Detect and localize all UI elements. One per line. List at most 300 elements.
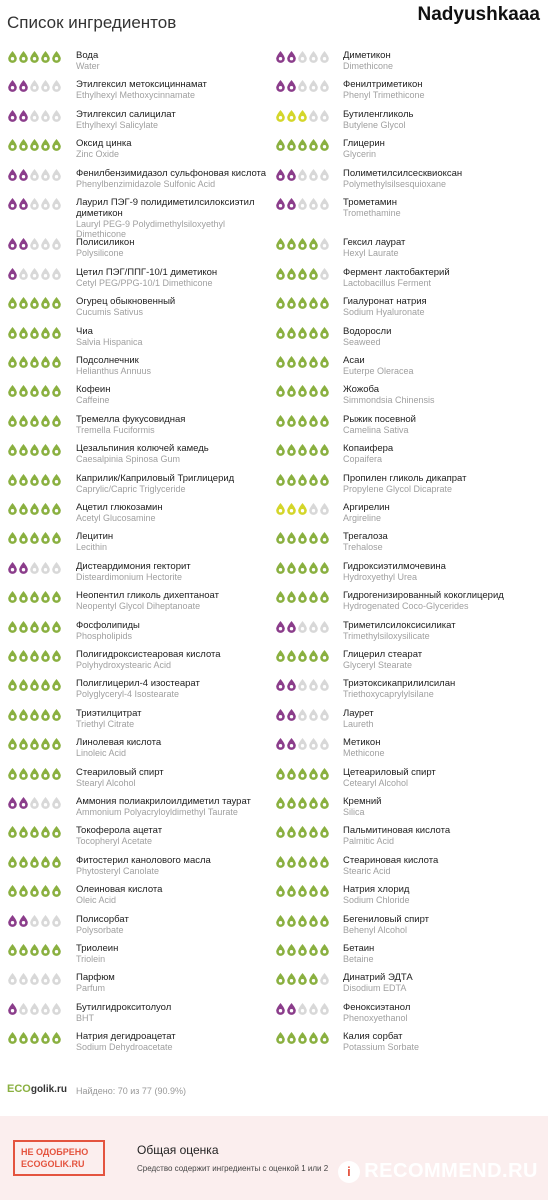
ingredient-row[interactable] bbox=[0, 132, 548, 160]
ingredient-latin-name: Seaweed bbox=[343, 336, 381, 347]
ingredient-name[interactable]: Лаурил ПЭГ-9 полидиметилсилоксиэтил диметикон bbox=[76, 197, 255, 219]
ingredient-latin-name: Phytosteryl Canolate bbox=[76, 865, 160, 876]
safety-rating bbox=[275, 884, 330, 898]
drop-icon bbox=[308, 473, 319, 486]
ingredient-latin-name: Ethylhexyl Salicylate bbox=[76, 119, 159, 130]
ingredient-name[interactable]: Дистеардимония гекторит bbox=[76, 560, 191, 572]
recommend-watermark bbox=[338, 1160, 538, 1183]
drop-icon bbox=[319, 767, 330, 780]
ingredient-name[interactable]: Цезальпиния колючей камедь bbox=[76, 443, 209, 455]
drop-icon bbox=[319, 50, 330, 63]
drop-icon bbox=[286, 884, 297, 897]
drop-icon bbox=[308, 796, 319, 809]
ingredient-name[interactable]: Копаифера bbox=[343, 443, 394, 455]
drop-icon bbox=[275, 1002, 286, 1015]
ingredient-row[interactable] bbox=[0, 408, 548, 436]
safety-rating bbox=[275, 649, 330, 663]
ingredient-latin-name: Triethoxycaprylylsilane bbox=[343, 689, 434, 700]
drop-icon bbox=[275, 972, 286, 985]
drop-icon bbox=[286, 502, 297, 515]
ingredient-name[interactable]: Фитостерил канолового масла bbox=[76, 854, 211, 866]
ingredient-row[interactable] bbox=[0, 191, 548, 219]
safety-rating bbox=[275, 197, 330, 211]
ingredient-row[interactable] bbox=[0, 290, 548, 318]
drop-icon bbox=[286, 296, 297, 309]
ingredient-row[interactable] bbox=[0, 966, 548, 994]
drop-icon bbox=[297, 531, 308, 544]
ingredient-row[interactable] bbox=[0, 996, 548, 1024]
ingredient-latin-name: Sodium Chloride bbox=[343, 895, 410, 906]
ingredient-row[interactable] bbox=[0, 496, 548, 524]
ingredient-name[interactable]: Фосфолипиды bbox=[76, 619, 140, 631]
drop-icon bbox=[286, 197, 297, 210]
ingredient-name[interactable]: Полиметилсилсесквиоксан bbox=[343, 167, 463, 179]
ingredient-row[interactable] bbox=[0, 44, 548, 72]
drop-icon bbox=[319, 384, 330, 397]
logo-part-golik: golik.ru bbox=[30, 1083, 67, 1095]
drop-icon bbox=[308, 414, 319, 427]
safety-rating bbox=[275, 972, 330, 986]
drop-icon bbox=[275, 1031, 286, 1044]
drop-icon bbox=[319, 855, 330, 868]
ingredient-name[interactable]: Полигидроксистеаровая кислота bbox=[76, 649, 221, 660]
drop-icon bbox=[319, 590, 330, 603]
drop-icon bbox=[297, 825, 308, 838]
drop-icon bbox=[286, 708, 297, 721]
safety-rating bbox=[275, 590, 330, 604]
drop-icon bbox=[297, 737, 308, 750]
username[interactable]: Nadyushkaaa bbox=[417, 4, 540, 25]
safety-rating bbox=[275, 237, 330, 251]
ingredient-name[interactable]: Подсолнечник bbox=[76, 355, 139, 366]
ingredient-name[interactable]: Триэтоксикаприлилсилан bbox=[343, 678, 456, 690]
ingredient-latin-name: Phospholipids bbox=[76, 630, 133, 641]
ingredient-latin-name: Disodium EDTA bbox=[343, 983, 407, 994]
ingredient-name[interactable]: Гидрогенизированный кокоглицерид bbox=[343, 590, 504, 602]
drop-icon bbox=[286, 649, 297, 662]
safety-rating bbox=[275, 296, 330, 310]
drop-icon bbox=[286, 443, 297, 456]
safety-rating bbox=[275, 855, 330, 869]
drop-icon bbox=[286, 620, 297, 633]
ingredient-name[interactable]: Полисорбат bbox=[76, 913, 129, 925]
drop-icon bbox=[275, 267, 286, 280]
drop-icon bbox=[297, 767, 308, 780]
ingredient-name[interactable]: Асаи bbox=[343, 355, 365, 366]
drop-icon bbox=[308, 267, 319, 280]
ingredient-name[interactable]: Стеариловый спирт bbox=[76, 766, 164, 778]
page-title: Список ингредиентов bbox=[7, 13, 177, 32]
drop-icon bbox=[319, 237, 330, 250]
ingredient-name[interactable]: Бутиленгликоль bbox=[343, 108, 414, 120]
safety-rating bbox=[275, 767, 330, 781]
ingredient-name[interactable]: Этилгексил метоксициннамат bbox=[76, 79, 207, 91]
ingredient-latin-name: Phenylbenzimidazole Sulfonic Acid bbox=[76, 178, 216, 189]
ingredient-row[interactable] bbox=[0, 584, 548, 612]
drop-icon bbox=[297, 972, 308, 985]
ingredient-row[interactable] bbox=[0, 162, 548, 190]
drop-icon bbox=[275, 502, 286, 515]
drop-icon bbox=[286, 825, 297, 838]
ingredient-row[interactable] bbox=[0, 761, 548, 789]
ingredient-latin-name: Camelina Sativa bbox=[343, 424, 409, 435]
ingredient-name[interactable]: Полиглицерил-4 изостеарат bbox=[76, 678, 200, 690]
drop-icon bbox=[297, 1031, 308, 1044]
drop-icon bbox=[286, 355, 297, 368]
drop-icon bbox=[286, 109, 297, 122]
drop-icon bbox=[286, 1031, 297, 1044]
ingredient-latin-name: Betaine bbox=[343, 954, 374, 964]
ingredient-row[interactable] bbox=[0, 467, 548, 495]
ingredient-latin-name: Lecithin bbox=[76, 542, 108, 553]
ingredient-row[interactable] bbox=[0, 378, 548, 406]
drop-icon bbox=[308, 708, 319, 721]
drop-icon bbox=[275, 50, 286, 63]
drop-icon bbox=[308, 50, 319, 63]
ingredient-row[interactable] bbox=[0, 937, 548, 965]
ingredient-name[interactable]: Этилгексил салицилат bbox=[76, 108, 176, 120]
ingredient-row[interactable] bbox=[0, 849, 548, 877]
ingredient-latin-name: Caprylic/Capric Triglyceride bbox=[76, 483, 186, 494]
ingredient-latin-name: Glyceryl Stearate bbox=[343, 660, 413, 670]
drop-icon bbox=[297, 79, 308, 92]
ingredient-latin-name: Trimethylsiloxysilicate bbox=[343, 630, 430, 641]
drop-icon bbox=[286, 737, 297, 750]
ingredient-name[interactable]: Триметилсилоксисиликат bbox=[343, 619, 456, 631]
ingredient-name[interactable]: Кофеин bbox=[76, 384, 111, 396]
drop-icon bbox=[297, 50, 308, 63]
ingredient-name[interactable]: Жожоба bbox=[343, 384, 379, 396]
drop-icon bbox=[308, 79, 319, 92]
drop-icon bbox=[308, 109, 319, 122]
safety-rating bbox=[275, 326, 330, 340]
ingredient-latin-name: Hexyl Laurate bbox=[343, 248, 399, 259]
drop-icon bbox=[286, 414, 297, 427]
drop-icon bbox=[308, 884, 319, 897]
drop-icon bbox=[275, 109, 286, 122]
ingredient-row[interactable] bbox=[0, 643, 548, 671]
ingredient-latin-name: Cetyl PEG/PPG-10/1 Dimethicone bbox=[76, 277, 213, 288]
drop-icon bbox=[308, 384, 319, 397]
ingredient-name[interactable]: Метикон bbox=[343, 737, 381, 749]
ingredient-row[interactable] bbox=[0, 672, 548, 700]
ingredient-latin-name: BHT bbox=[76, 1012, 94, 1023]
ingredient-latin-name: Linoleic Acid bbox=[76, 748, 127, 759]
drop-icon bbox=[308, 825, 319, 838]
ingredient-name[interactable]: Рыжик посевной bbox=[343, 413, 416, 425]
ingredient-latin-name: Caffeine bbox=[76, 395, 110, 406]
ingredient-name[interactable]: Водоросли bbox=[343, 325, 392, 337]
ingredient-latin-name: Tremella Fuciformis bbox=[76, 424, 155, 435]
ingredient-row[interactable] bbox=[0, 555, 548, 583]
ingredient-latin-name: Euterpe Oleracea bbox=[343, 366, 414, 376]
drop-icon bbox=[286, 914, 297, 927]
ingredient-latin-name: Phenyl Trimethicone bbox=[343, 90, 425, 101]
ingredient-latin-name: Propylene Glycol Dicaprate bbox=[343, 483, 453, 494]
ingredient-latin-name: Zinc Oxide bbox=[76, 149, 120, 160]
ingredient-name[interactable]: Цетил ПЭГ/ППГ-10/1 диметикон bbox=[76, 266, 218, 278]
ingredient-name[interactable]: Калия сорбат bbox=[343, 1031, 403, 1043]
ingredient-name[interactable]: Кремний bbox=[343, 796, 382, 807]
ingredient-name[interactable]: Триэтилцитрат bbox=[76, 707, 142, 719]
safety-rating bbox=[275, 1031, 330, 1045]
drop-icon bbox=[286, 855, 297, 868]
ingredient-name[interactable]: Бутилгидрокситолуол bbox=[76, 1001, 172, 1013]
ingredient-row[interactable] bbox=[0, 702, 548, 730]
ingredient-latin-name: Ammonium Polyacryloyldimethyl Taurate bbox=[76, 807, 238, 817]
ingredient-name[interactable]: Феноксиэтанол bbox=[343, 1001, 411, 1013]
safety-rating bbox=[275, 708, 330, 722]
drop-icon bbox=[308, 1031, 319, 1044]
ingredient-row[interactable] bbox=[0, 1025, 548, 1053]
drop-icon bbox=[286, 678, 297, 691]
ingredient-row[interactable] bbox=[0, 103, 548, 131]
ecogolik-logo[interactable] bbox=[7, 1078, 67, 1100]
ingredient-latin-name: Methicone bbox=[343, 748, 385, 759]
drop-icon bbox=[286, 79, 297, 92]
drop-icon bbox=[308, 620, 319, 633]
drop-icon bbox=[275, 620, 286, 633]
drop-icon bbox=[308, 1002, 319, 1015]
not-approved-stamp bbox=[13, 1140, 105, 1176]
drop-icon bbox=[275, 914, 286, 927]
ingredient-name[interactable]: Триолеин bbox=[76, 943, 119, 954]
ingredient-name[interactable]: Тремелла фукусовидная bbox=[76, 413, 186, 425]
ingredient-name[interactable]: Огурец обыкновенный bbox=[76, 296, 176, 308]
ingredient-name[interactable]: Фенилтриметикон bbox=[343, 79, 423, 91]
ingredient-latin-name: Hydrogenated Coco-Glycerides bbox=[343, 601, 469, 612]
drop-icon bbox=[275, 708, 286, 721]
drop-icon bbox=[297, 138, 308, 151]
drop-icon bbox=[319, 561, 330, 574]
ingredient-latin-name: Trehalose bbox=[343, 542, 383, 553]
ingredient-name[interactable]: Стеариновая кислота bbox=[343, 854, 439, 866]
ingredient-latin-name: Potassium Sorbate bbox=[343, 1042, 420, 1053]
safety-rating bbox=[275, 796, 330, 810]
drop-icon bbox=[297, 884, 308, 897]
drop-icon bbox=[319, 109, 330, 122]
safety-rating bbox=[275, 50, 330, 64]
ingredient-name[interactable]: Токоферола ацетат bbox=[76, 825, 163, 837]
ingredient-name[interactable]: Чиа bbox=[76, 325, 93, 337]
safety-rating bbox=[275, 473, 330, 487]
ingredient-latin-name: Cetearyl Alcohol bbox=[343, 777, 409, 788]
ingredient-row[interactable] bbox=[0, 878, 548, 906]
drop-icon bbox=[275, 443, 286, 456]
ingredient-latin-name: Acetyl Glucosamine bbox=[76, 513, 156, 523]
drop-icon bbox=[297, 855, 308, 868]
ingredient-name[interactable]: Каприлик/Каприловый Триглицерид bbox=[76, 472, 235, 484]
drop-icon bbox=[319, 796, 330, 809]
ingredient-row[interactable] bbox=[0, 437, 548, 465]
ingredient-row[interactable] bbox=[0, 790, 548, 818]
ingredient-name[interactable]: Парфюм bbox=[76, 972, 115, 984]
ingredient-name[interactable]: Ацетил глюкозамин bbox=[76, 502, 163, 513]
ingredient-latin-name: Butylene Glycol bbox=[343, 119, 406, 130]
drop-icon bbox=[297, 914, 308, 927]
ingredient-row[interactable] bbox=[0, 819, 548, 847]
drop-icon bbox=[286, 50, 297, 63]
ingredient-row[interactable] bbox=[0, 908, 548, 936]
ingredient-name[interactable]: Гидроксиэтилмочевина bbox=[343, 560, 446, 572]
safety-rating bbox=[275, 384, 330, 398]
drop-icon bbox=[275, 855, 286, 868]
ingredient-row[interactable] bbox=[0, 320, 548, 348]
drop-icon bbox=[275, 825, 286, 838]
drop-icon bbox=[319, 1002, 330, 1015]
safety-rating bbox=[275, 168, 330, 182]
ingredient-name[interactable]: Аргирелин bbox=[343, 502, 390, 513]
ingredient-latin-name: Oleic Acid bbox=[76, 895, 117, 906]
drop-icon bbox=[308, 855, 319, 868]
drop-icon bbox=[319, 414, 330, 427]
drop-icon bbox=[275, 414, 286, 427]
ingredient-latin-name: Laureth bbox=[343, 718, 374, 729]
drop-icon bbox=[275, 590, 286, 603]
overall-title: Общая оценка bbox=[137, 1143, 219, 1157]
ingredient-name[interactable]: Лецитин bbox=[76, 531, 114, 543]
drop-icon bbox=[319, 502, 330, 515]
drop-icon bbox=[286, 972, 297, 985]
ingredient-row[interactable] bbox=[0, 614, 548, 642]
drop-icon bbox=[275, 796, 286, 809]
ingredient-name[interactable]: Полисиликон bbox=[76, 237, 135, 249]
drop-icon bbox=[319, 326, 330, 339]
drop-icon bbox=[275, 884, 286, 897]
ingredient-latin-name: Disteardimonium Hectorite bbox=[76, 571, 183, 582]
ingredient-row[interactable] bbox=[0, 525, 548, 553]
drop-icon bbox=[275, 326, 286, 339]
drop-icon bbox=[308, 767, 319, 780]
drop-icon bbox=[319, 79, 330, 92]
ingredient-row[interactable] bbox=[0, 231, 548, 259]
drop-icon bbox=[286, 1002, 297, 1015]
drop-icon bbox=[286, 561, 297, 574]
ingredient-row[interactable] bbox=[0, 731, 548, 759]
ingredient-name[interactable]: Глицерил стеарат bbox=[343, 649, 423, 660]
drop-icon bbox=[319, 443, 330, 456]
ingredient-latin-name: Helianthus Annuus bbox=[76, 366, 152, 376]
drop-icon bbox=[275, 678, 286, 691]
ingredient-name[interactable]: Аммония полиакрилоилдиметил таурат bbox=[76, 796, 251, 807]
ingredient-name[interactable]: Цетеариловый спирт bbox=[343, 766, 436, 778]
ingredient-name[interactable]: Трометамин bbox=[343, 197, 397, 208]
ingredient-name[interactable]: Линолевая кислота bbox=[76, 737, 162, 749]
drop-icon bbox=[275, 138, 286, 151]
drop-icon bbox=[286, 943, 297, 956]
drop-icon bbox=[286, 326, 297, 339]
drop-icon bbox=[297, 473, 308, 486]
ingredient-latin-name: Behenyl Alcohol bbox=[343, 924, 408, 935]
drop-icon bbox=[275, 79, 286, 92]
ingredient-latin-name: Lactobacillus Ferment bbox=[343, 277, 432, 288]
safety-rating bbox=[275, 620, 330, 634]
ingredient-latin-name: Hydroxyethyl Urea bbox=[343, 571, 418, 582]
overall-text: Средство содержит ингредиенты с оценкой 1 или 2 bbox=[137, 1164, 329, 1173]
ingredient-name[interactable]: Вода bbox=[76, 50, 99, 61]
ingredient-latin-name: Phenoxyethanol bbox=[343, 1012, 408, 1023]
safety-rating bbox=[275, 943, 330, 957]
ingredient-name[interactable]: Натрия хлорид bbox=[343, 884, 410, 896]
drop-icon bbox=[308, 138, 319, 151]
drop-icon bbox=[297, 649, 308, 662]
drop-icon bbox=[275, 237, 286, 250]
recommend-logo-icon: i bbox=[338, 1161, 360, 1183]
drop-icon bbox=[286, 473, 297, 486]
ingredient-latin-name: Polysilicone bbox=[76, 248, 124, 259]
safety-rating bbox=[275, 267, 330, 281]
drop-icon bbox=[297, 443, 308, 456]
ingredient-name[interactable]: Бегениловый спирт bbox=[343, 913, 429, 925]
ingredient-latin-name: Tromethamine bbox=[343, 208, 401, 218]
ingredient-name[interactable]: Пальмитиновая кислота bbox=[343, 825, 451, 837]
ingredient-name[interactable]: Фермент лактобактерий bbox=[343, 266, 450, 278]
drop-icon bbox=[297, 355, 308, 368]
drop-icon bbox=[319, 138, 330, 151]
ingredient-name[interactable]: Лаурет bbox=[343, 707, 374, 719]
drop-icon bbox=[275, 737, 286, 750]
drop-icon bbox=[297, 620, 308, 633]
drop-icon bbox=[308, 972, 319, 985]
ingredient-name[interactable]: Гиалуронат натрия bbox=[343, 296, 427, 308]
drop-icon bbox=[275, 943, 286, 956]
drop-icon bbox=[297, 678, 308, 691]
watermark-text: RECOMMEND.RU bbox=[364, 1160, 538, 1182]
ingredient-name[interactable]: Трегалоза bbox=[343, 531, 388, 543]
ingredient-latin-name: Triethyl Citrate bbox=[76, 718, 135, 729]
ingredient-name[interactable]: Оксид цинка bbox=[76, 138, 132, 150]
ingredient-latin-name: Salvia Hispanica bbox=[76, 336, 143, 347]
ingredient-name[interactable]: Динатрий ЭДТА bbox=[343, 972, 413, 984]
drop-icon bbox=[297, 414, 308, 427]
ingredient-name[interactable]: Пропилен гликоль дикапрат bbox=[343, 472, 467, 484]
ingredient-latin-name: Simmondsia Chinensis bbox=[343, 395, 435, 406]
drop-icon bbox=[297, 796, 308, 809]
ingredient-row[interactable] bbox=[0, 349, 548, 377]
ingredient-latin-name: Stearic Acid bbox=[343, 865, 391, 876]
drop-icon bbox=[308, 326, 319, 339]
drop-icon bbox=[308, 355, 319, 368]
drop-icon bbox=[297, 1002, 308, 1015]
ingredient-name[interactable]: Фенилбензимидазол сульфоновая кислота bbox=[76, 167, 267, 179]
ingredient-row[interactable] bbox=[0, 73, 548, 101]
safety-rating bbox=[275, 825, 330, 839]
drop-icon bbox=[286, 796, 297, 809]
ingredient-name[interactable]: Олеиновая кислота bbox=[76, 884, 163, 896]
ingredient-latin-name: Argireline bbox=[343, 513, 382, 523]
ingredient-latin-name: Sodium Dehydroacetate bbox=[76, 1042, 173, 1053]
safety-rating bbox=[275, 355, 330, 369]
ingredient-name[interactable]: Натрия дегидроацетат bbox=[76, 1031, 176, 1043]
ingredient-row[interactable] bbox=[0, 261, 548, 289]
ingredient-latin-name: Palmitic Acid bbox=[343, 836, 395, 847]
safety-rating bbox=[275, 914, 330, 928]
ingredient-name[interactable]: Гексил лаурат bbox=[343, 237, 406, 249]
ingredient-latin-name: Polymethylsilsesquioxane bbox=[343, 178, 447, 189]
drop-icon bbox=[319, 678, 330, 691]
safety-rating bbox=[275, 531, 330, 545]
drop-icon bbox=[308, 914, 319, 927]
drop-icon bbox=[297, 197, 308, 210]
safety-rating bbox=[275, 678, 330, 692]
ingredient-name[interactable]: Глицерин bbox=[343, 138, 385, 150]
ingredient-name[interactable]: Диметикон bbox=[343, 50, 391, 61]
drop-icon bbox=[297, 708, 308, 721]
ingredient-name[interactable]: Неопентил гликоль дихептаноат bbox=[76, 590, 219, 602]
drop-icon bbox=[297, 502, 308, 515]
drop-icon bbox=[297, 590, 308, 603]
ingredient-name[interactable]: Бетаин bbox=[343, 943, 375, 954]
